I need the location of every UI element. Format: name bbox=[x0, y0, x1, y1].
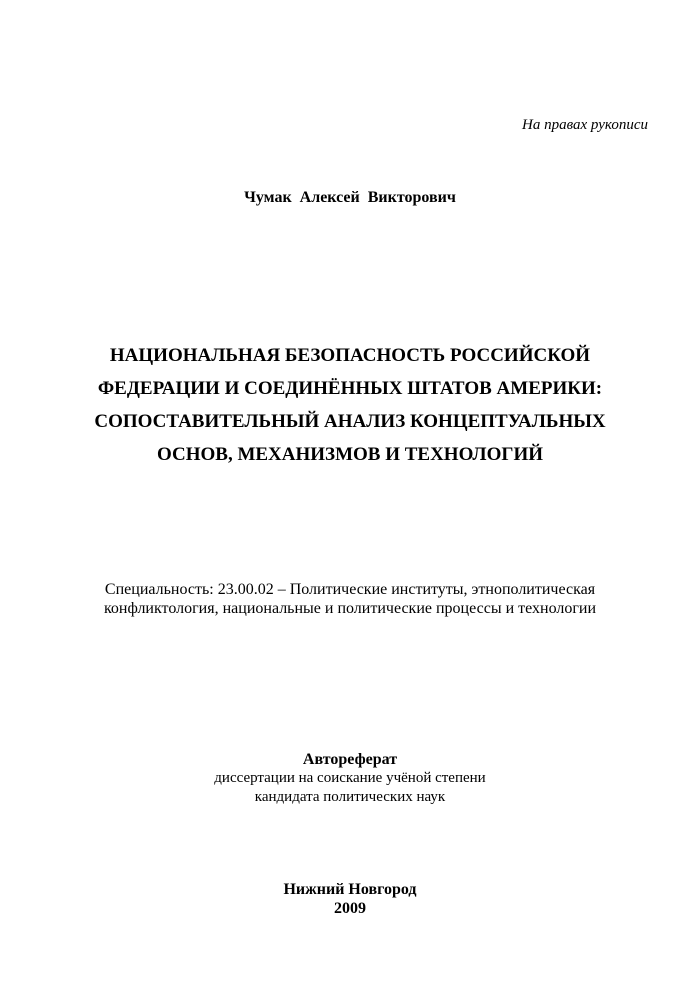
rights-note: На правах рукописи bbox=[522, 117, 648, 133]
abstract-line-1: диссертации на соискание учёной степени bbox=[214, 770, 486, 786]
abstract-block bbox=[0, 750, 700, 807]
city-name: Нижний Новгород bbox=[283, 881, 417, 898]
dissertation-title bbox=[60, 339, 640, 471]
title-line-2: ФЕДЕРАЦИИ И СОЕДИНЁННЫХ ШТАТОВ АМЕРИКИ: bbox=[97, 378, 603, 399]
speciality-line-2: конфликтология, национальные и политические процессы и технологии bbox=[103, 600, 597, 617]
place-year-block bbox=[0, 880, 700, 918]
abstract-line-2: кандидата политических наук bbox=[254, 789, 446, 805]
speciality-line-1: Специальность: 23.00.02 – Политические институты, этнополитическая bbox=[104, 581, 596, 598]
abstract-title: Автореферат bbox=[302, 751, 398, 768]
title-line-4: ОСНОВ, МЕХАНИЗМОВ И ТЕХНОЛОГИЙ bbox=[156, 444, 544, 465]
author-name: Чумак Алексей Викторович bbox=[244, 189, 456, 206]
speciality-block bbox=[40, 580, 660, 618]
title-line-3: СОПОСТАВИТЕЛЬНЫЙ АНАЛИЗ КОНЦЕПТУАЛЬНЫХ bbox=[94, 411, 606, 432]
title-line-1: НАЦИОНАЛЬНАЯ БЕЗОПАСНОСТЬ РОССИЙСКОЙ bbox=[109, 345, 591, 366]
year: 2009 bbox=[334, 900, 366, 917]
